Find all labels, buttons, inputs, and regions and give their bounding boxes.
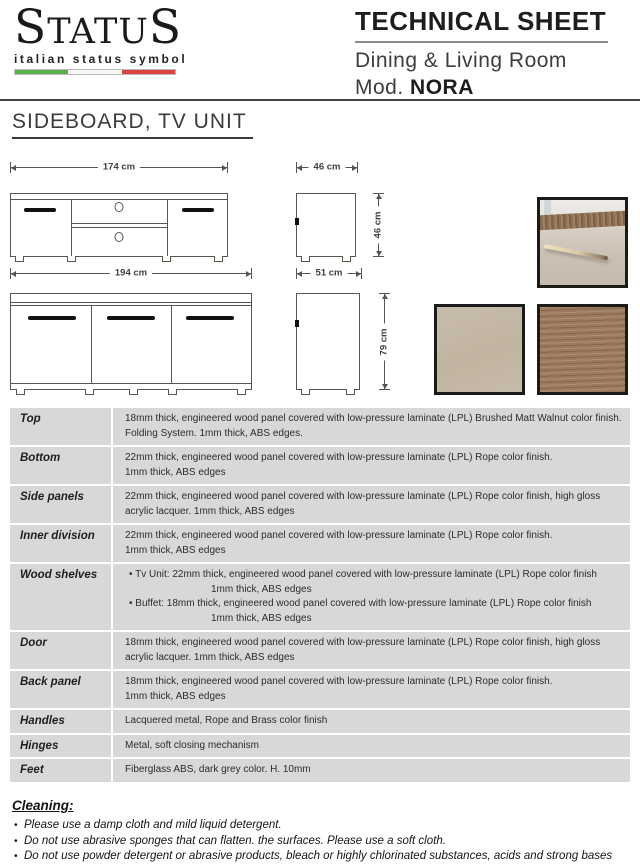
spec-row [10, 486, 630, 525]
italian-flag-bar [14, 69, 176, 75]
spec-row-description [113, 447, 630, 484]
spec-row-label: Top [10, 408, 113, 445]
category-subtitle: Dining & Living Room [355, 49, 567, 72]
tv-cable-hole-bottom [115, 232, 124, 242]
tv-front-width-dimension: 174 cm [10, 161, 228, 173]
spec-row [10, 671, 630, 710]
spec-row-label: Handles [10, 710, 113, 733]
spec-text-line: Folding System. 1mm thick, ABS edges. [125, 427, 303, 439]
tv-side-width-dimension: 46 cm [296, 161, 358, 173]
tv-side-height-dimension: 46 cm [372, 193, 384, 257]
section-title: SIDEBOARD, TV UNIT [12, 110, 253, 139]
spec-row-label: Back panel [10, 671, 113, 708]
spec-text-line: 22mm thick, engineered wood panel covered with low-pressure laminate (LPL) Rope color finish. [125, 530, 553, 541]
spec-row-description [113, 710, 630, 733]
sideboard-door3-handle [186, 316, 234, 320]
cleaning-section [12, 798, 628, 865]
spec-text-line: Fiberglass ABS, dark grey color. H. 10mm [125, 764, 311, 775]
status-logo-wordmark: STATUS [14, 0, 183, 55]
spec-text-line: • Buffet: 18mm thick, engineered wood panel covered with low-pressure laminate (LPL) Rope color finish [129, 598, 592, 609]
header-right-block [355, 6, 625, 100]
flag-red-segment [122, 70, 175, 74]
spec-text-line: 1mm thick, ABS edges [125, 544, 226, 556]
spec-text-line: 1mm thick, ABS edges [125, 690, 226, 702]
tv-left-door-handle [24, 208, 56, 212]
spec-row-description [113, 632, 630, 669]
spec-text-line: Lacquered metal, Rope and Brass color finish [125, 715, 328, 726]
flag-green-segment [15, 70, 68, 74]
spec-row-description [113, 564, 630, 630]
spec-text-line: 18mm thick, engineered wood panel covered with low-pressure laminate (LPL) Rope color finish, high gloss acrylic lacquer. 1mm thick, ABS edges [125, 637, 601, 663]
cleaning-bullet: • Please use a damp cloth and mild liquid detergent. [12, 818, 628, 834]
spec-row-description [113, 671, 630, 708]
spec-row-description [113, 759, 630, 782]
spec-row-label: Bottom [10, 447, 113, 484]
spec-text-line: Metal, soft closing mechanism [125, 739, 259, 751]
spec-row [10, 525, 630, 564]
spec-row [10, 632, 630, 671]
sideboard-side-width-dimension: 51 cm [296, 267, 362, 279]
spec-row-label: Feet [10, 759, 113, 782]
spec-text-line: 18mm thick, engineered wood panel covered with low-pressure laminate (LPL) Rope color finish. [125, 676, 553, 687]
spec-row [10, 408, 630, 447]
spec-text-line: 22mm thick, engineered wood panel covered with low-pressure laminate (LPL) Rope color finish, high gloss acrylic lacquer. 1mm thick, ABS edges [125, 491, 601, 517]
flag-white-segment [68, 70, 121, 74]
spec-row-label: Wood shelves [10, 564, 113, 630]
spec-text-line: 18mm thick, engineered wood panel covered with low-pressure laminate (LPL) Brushed Matt Walnut color finish. [125, 413, 622, 424]
sideboard-door2-handle [107, 316, 155, 320]
spec-row-description [113, 525, 630, 562]
spec-row [10, 710, 630, 735]
spec-row-description [113, 735, 630, 758]
spec-row-description [113, 486, 630, 523]
spec-row-label: Inner division [10, 525, 113, 562]
spec-row [10, 564, 630, 632]
cleaning-bullet: • Do not use abrasive sponges that can flatten. the surfaces. Please use a soft cloth. [12, 834, 628, 850]
logo-tagline: italian status symbol [14, 52, 188, 66]
model-name: NORA [410, 76, 474, 99]
sideboard-side-drawing [296, 293, 360, 390]
spec-row [10, 447, 630, 486]
spec-text-line: 1mm thick, ABS edges [125, 466, 226, 478]
sideboard-front-width-dimension: 194 cm [10, 267, 252, 279]
spec-row-label: Hinges [10, 735, 113, 758]
cleaning-bullet-list [12, 818, 628, 865]
sideboard-side-height-dimension: 79 cm [378, 293, 390, 390]
spec-text-line: 22mm thick, engineered wood panel covered with low-pressure laminate (LPL) Rope color finish. [125, 452, 553, 463]
spec-text-line: • Tv Unit: 22mm thick, engineered wood panel covered with low-pressure laminate (LPL) Rope color finish [129, 569, 597, 580]
spec-row-label: Side panels [10, 486, 113, 523]
model-line: Mod. NORA [355, 76, 474, 99]
walnut-color-swatch [537, 304, 628, 395]
spec-row-description [113, 408, 630, 445]
spec-row [10, 735, 630, 760]
tv-unit-front-drawing [10, 193, 228, 257]
tv-cable-hole-top [115, 202, 124, 212]
spec-text-line: 1mm thick, ABS edges [211, 583, 312, 595]
status-logo [14, 0, 188, 75]
tv-unit-side-drawing [296, 193, 356, 257]
sideboard-front-drawing [10, 293, 252, 390]
header-divider-rule [0, 99, 640, 101]
sideboard-door1-handle [28, 316, 76, 320]
cleaning-bullet: • Do not use powder detergent or abrasive products, bleach or highly chlorinated substances, acids and strong bases [12, 849, 628, 865]
page-title: TECHNICAL SHEET [355, 6, 607, 36]
detail-photo [537, 197, 628, 288]
spec-table [10, 408, 630, 784]
cleaning-title: Cleaning: [12, 798, 74, 813]
title-underline [355, 41, 608, 43]
spec-row-label: Door [10, 632, 113, 669]
tv-right-door-handle [182, 208, 214, 212]
tv-middle-shelf [71, 223, 166, 228]
spec-row [10, 759, 630, 784]
spec-text-line: 1mm thick, ABS edges [211, 612, 312, 624]
rope-color-swatch [434, 304, 525, 395]
